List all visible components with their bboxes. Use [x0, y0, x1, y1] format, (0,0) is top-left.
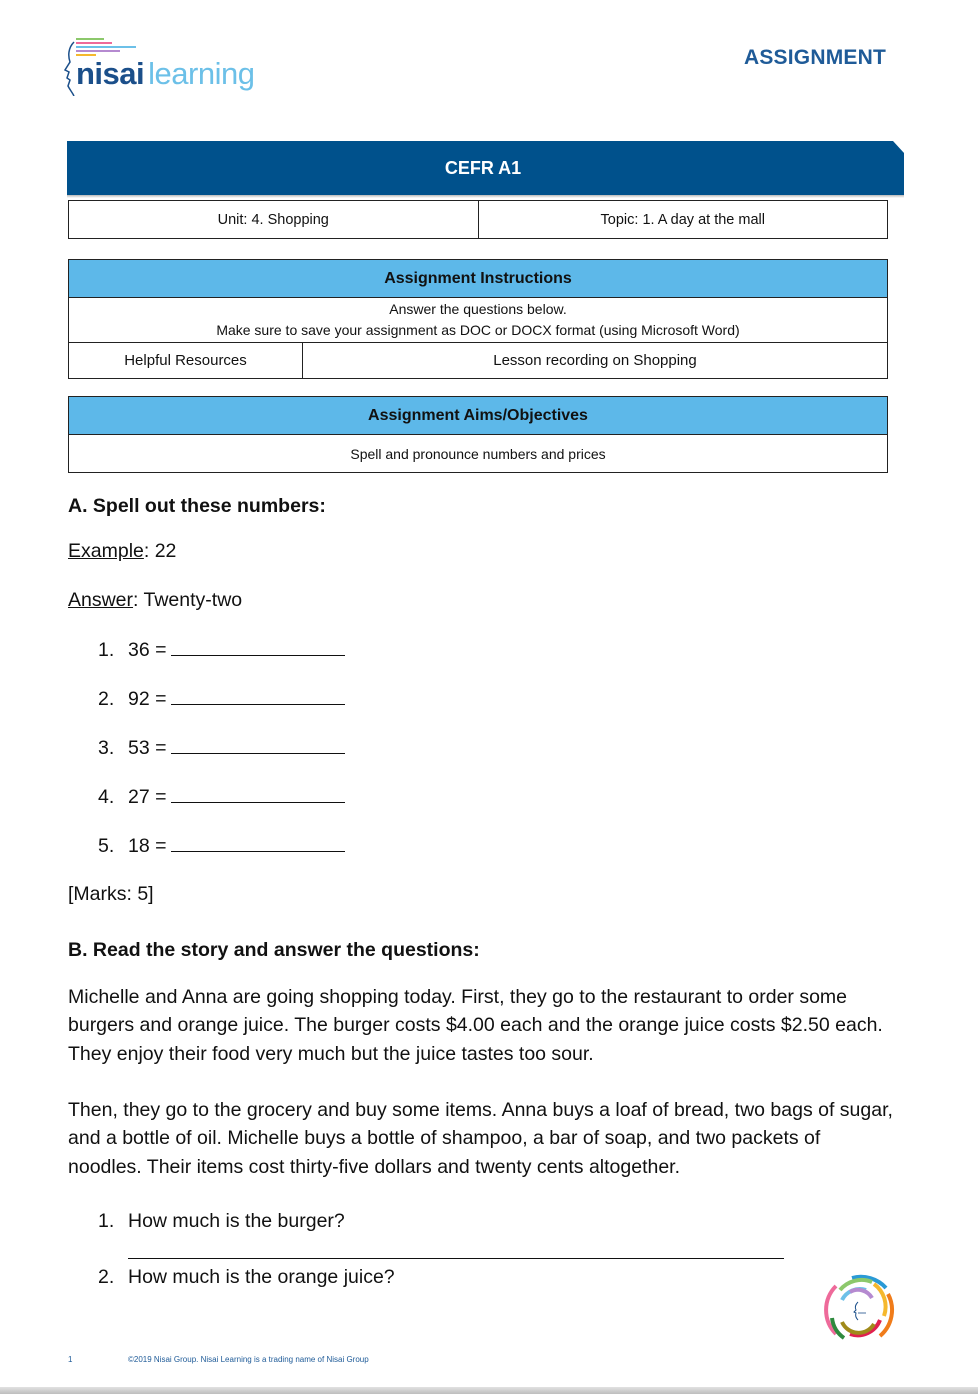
logo-suffix-text: learning [148, 56, 255, 91]
level-title: CEFR A1 [444, 158, 522, 178]
unit-topic-table [68, 200, 888, 239]
example-value: : 22 [143, 540, 177, 562]
answer-label: Answer [68, 589, 134, 611]
aims-text: Spell and pronounce numbers and prices [69, 435, 888, 473]
unit-cell: Unit: 4. Shopping [69, 201, 479, 239]
logo-color-lines [76, 38, 146, 58]
number-item: 5. 18 = [98, 834, 345, 858]
answer-blank[interactable] [171, 638, 345, 656]
aims-table [68, 396, 888, 473]
nisai-learning-logo [62, 36, 272, 98]
story-paragraph-1: Michelle and Anna are going shopping today. First, they go to the restaurant to order some burgers and orange juice. The burger costs $4.00 each and the orange juice costs $2.50 each. They enjoy their food very much but the juice tastes too sour. [68, 986, 883, 1065]
number-item: 4. 27 = [98, 785, 345, 809]
instructions-line-2: Make sure to save your assignment as DOC or DOCX format (using Microsoft Word) [216, 322, 740, 338]
topic-cell: Topic: 1. A day at the mall [478, 201, 888, 239]
answer-value: : Twenty-two [133, 589, 243, 611]
example-label: Example [68, 540, 144, 562]
number-item: 3. 53 = [98, 736, 345, 760]
nisai-ring-emblem-icon [816, 1272, 900, 1348]
answer-blank[interactable] [171, 687, 345, 705]
document-type-label: ASSIGNMENT [743, 46, 886, 69]
example-line [68, 540, 176, 563]
aims-heading: Assignment Aims/Objectives [69, 397, 888, 435]
logo-brand-text: nisai [76, 56, 145, 91]
answer-blank[interactable] [171, 834, 345, 852]
question-item: 2. How much is the orange juice? [98, 1266, 395, 1288]
answer-blank[interactable] [171, 736, 345, 754]
instructions-heading: Assignment Instructions [69, 260, 888, 298]
number-item: 2. 92 = [98, 687, 345, 711]
marks-label: [Marks: 5] [68, 883, 154, 905]
question-item: 1. How much is the burger? [98, 1210, 345, 1232]
banner-shadow [67, 195, 904, 198]
instructions-table [68, 259, 888, 379]
copyright-text: ©2019 Nisai Group. Nisai Learning is a trading name of Nisai Group [128, 1355, 369, 1364]
number-item: 1. 36 = [98, 638, 345, 662]
resources-label: Helpful Resources [69, 343, 303, 379]
page-number: 1 [68, 1355, 73, 1364]
instructions-line-1: Answer the questions below. [389, 301, 567, 317]
page-edge [0, 1387, 978, 1394]
section-b-title: B. Read the story and answer the questions: [68, 939, 480, 961]
story-paragraph-2: Then, they go to the grocery and buy some items. Anna buys a loaf of bread, two bags of sugar, and a bottle of oil. Michelle buys a bottle of shampoo, a bar of soap, and two packets of noodles. Their items cost thirty-five dollars and twenty cents altogether. [68, 1099, 893, 1178]
answer-blank[interactable] [171, 785, 345, 803]
answer-blank[interactable] [128, 1258, 784, 1259]
section-a-title: A. Spell out these numbers: [68, 495, 326, 517]
answer-line [68, 589, 242, 612]
resources-value: Lesson recording on Shopping [303, 343, 888, 379]
instructions-text [69, 298, 888, 343]
